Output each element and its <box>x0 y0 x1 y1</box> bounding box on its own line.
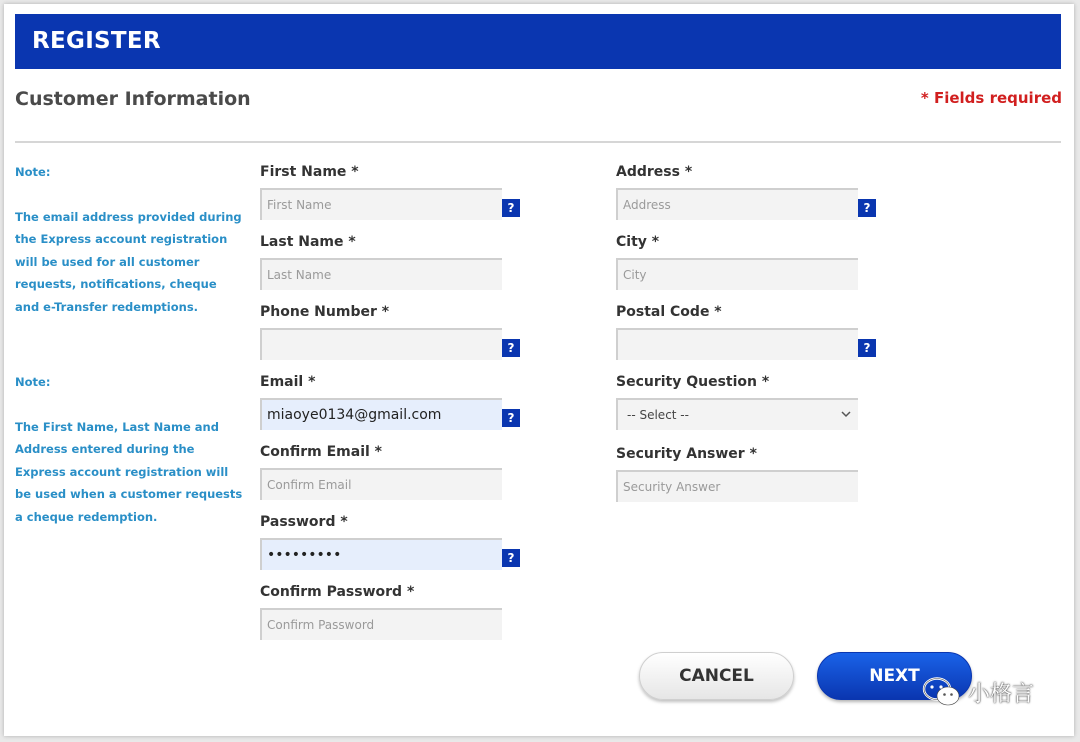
confirm-password-input[interactable] <box>260 608 502 640</box>
postal-code-help-icon[interactable]: ? <box>858 339 876 357</box>
email-input[interactable] <box>260 398 502 430</box>
security-question-select[interactable] <box>616 398 858 430</box>
phone-number-input[interactable] <box>260 328 502 360</box>
required-fields-note: * Fields required <box>920 89 1062 107</box>
watermark <box>922 676 1034 708</box>
email-note <box>15 161 243 318</box>
note-heading: Note: <box>15 165 51 179</box>
first-name-help-icon[interactable]: ? <box>502 199 520 217</box>
cancel-button[interactable]: CANCEL <box>639 652 794 700</box>
email-label: Email * <box>260 374 316 390</box>
address-label: Address * <box>616 164 693 180</box>
section-title: Customer Information <box>15 88 251 110</box>
next-button[interactable]: NEXT <box>817 652 972 700</box>
password-label: Password * <box>260 514 348 530</box>
email-help-icon[interactable]: ? <box>502 409 520 427</box>
last-name-label: Last Name * <box>260 234 356 250</box>
last-name-input[interactable] <box>260 258 502 290</box>
confirm-email-label: Confirm Email * <box>260 444 382 460</box>
security-answer-input[interactable] <box>616 470 858 502</box>
city-label: City * <box>616 234 660 250</box>
confirm-email-input[interactable] <box>260 468 502 500</box>
security-answer-label: Security Answer * <box>616 446 757 462</box>
city-input[interactable] <box>616 258 858 290</box>
page-header: REGISTER <box>15 14 1061 69</box>
wechat-icon <box>922 676 962 708</box>
note-heading: Note: <box>15 375 51 389</box>
note-text: The First Name, Last Name and Address entered during the Express account registration will be used when a customer requests a cheque redemption. <box>15 419 243 524</box>
address-help-icon[interactable]: ? <box>858 199 876 217</box>
address-input[interactable] <box>616 188 858 220</box>
postal-code-label: Postal Code * <box>616 304 722 320</box>
phone-number-label: Phone Number * <box>260 304 390 320</box>
password-help-icon[interactable]: ? <box>502 549 520 567</box>
watermark-text: 小格言 <box>968 681 1035 707</box>
postal-code-input[interactable] <box>616 328 858 360</box>
first-name-label: First Name * <box>260 164 359 180</box>
first-name-input[interactable] <box>260 188 502 220</box>
note-text: The email address provided during the Express account registration will be used for all customer requests, notifications, cheque and e-Transfer redemptions. <box>15 209 242 314</box>
security-question-label: Security Question * <box>616 374 770 390</box>
confirm-password-label: Confirm Password * <box>260 584 415 600</box>
password-input[interactable] <box>260 538 502 570</box>
name-address-note <box>15 371 243 528</box>
security-question-selected: -- Select -- <box>627 408 689 422</box>
section-divider <box>15 141 1061 143</box>
register-page <box>4 4 1074 736</box>
chevron-down-icon <box>840 400 852 441</box>
phone-help-icon[interactable]: ? <box>502 339 520 357</box>
